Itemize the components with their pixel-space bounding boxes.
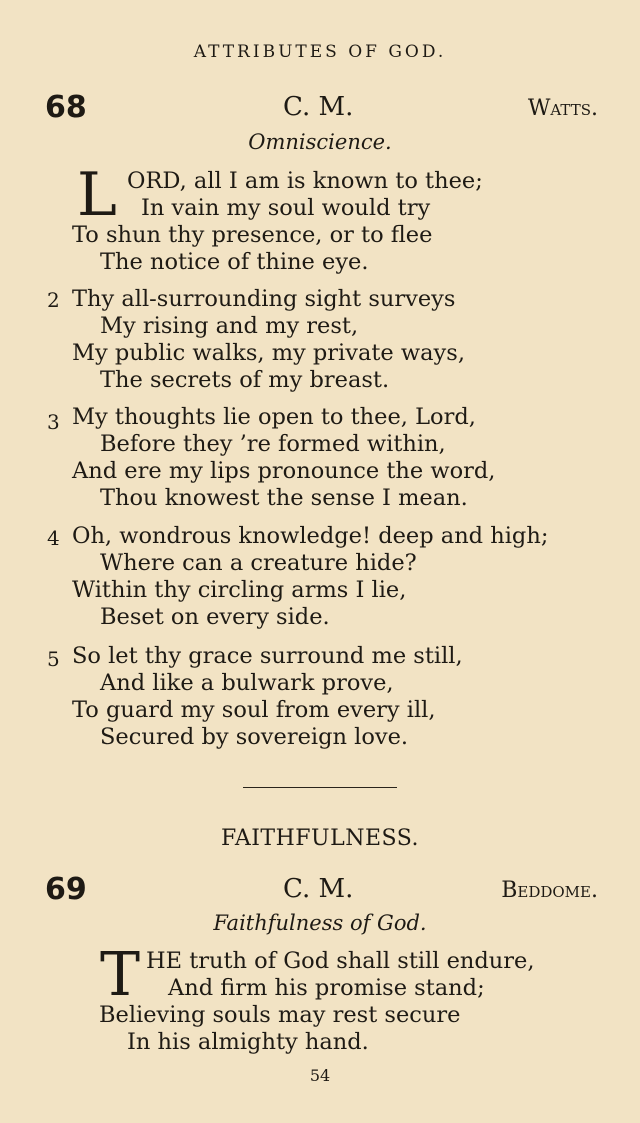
hymn-subtitle: Faithfulness of God.: [213, 911, 427, 935]
verse-line: HE truth of God shall still endure,: [146, 948, 535, 974]
page-number: 54: [309, 1066, 331, 1085]
hymn-meter: C. M.: [283, 874, 354, 904]
verse-line: Believing souls may rest secure: [99, 1002, 461, 1028]
stanza-number: 2: [47, 288, 60, 312]
verse-line: My rising and my rest,: [100, 313, 359, 339]
hymn-number: 69: [45, 872, 87, 907]
verse-line: To guard my soul from every ill,: [72, 697, 436, 723]
verse-line: Where can a creature hide?: [100, 550, 417, 576]
verse-line: And ere my lips pronounce the word,: [72, 458, 496, 484]
verse-line: Before they ’re formed within,: [100, 431, 446, 457]
hymn-author: Beddome.: [501, 878, 598, 903]
section-title: FAITHFULNESS.: [221, 826, 419, 851]
hymn-subtitle: Omniscience.: [248, 130, 392, 154]
verse-line: Beset on every side.: [100, 604, 330, 630]
stanza-number: 4: [47, 526, 60, 550]
verse-line: So let thy grace surround me still,: [72, 643, 463, 669]
hymn-meter: C. M.: [283, 92, 354, 122]
section-divider: [243, 787, 397, 788]
verse-line: To shun thy presence, or to flee: [72, 222, 433, 248]
verse-line: My thoughts lie open to thee, Lord,: [72, 404, 476, 430]
verse-line: ORD, all I am is known to thee;: [127, 168, 483, 194]
drop-cap: L: [77, 160, 117, 230]
verse-line: Oh, wondrous knowledge! deep and high;: [72, 523, 549, 549]
verse-line: My public walks, my private ways,: [72, 340, 465, 366]
drop-cap: T: [100, 940, 141, 1010]
verse-line: The secrets of my breast.: [100, 367, 390, 393]
hymn-author: Watts.: [527, 96, 598, 121]
stanza-number: 3: [47, 410, 60, 434]
verse-line: Thou knowest the sense I mean.: [100, 485, 468, 511]
verse-line: And firm his promise stand;: [168, 975, 485, 1001]
verse-line: Thy all-surrounding sight surveys: [72, 286, 456, 312]
verse-line: The notice of thine eye.: [100, 249, 369, 275]
verse-line: And like a bulwark prove,: [100, 670, 394, 696]
verse-line: In vain my soul would try: [141, 195, 431, 221]
running-head: ATTRIBUTES OF GOD.: [193, 42, 447, 62]
hymn-69-header: [0, 872, 640, 912]
verse-line: Within thy circling arms I lie,: [72, 577, 407, 603]
hymn-number: 68: [45, 90, 87, 125]
verse-line: In his almighty hand.: [127, 1029, 369, 1055]
stanza-number: 5: [47, 647, 60, 671]
verse-line: Secured by sovereign love.: [100, 724, 409, 750]
hymn-68-header: [0, 90, 640, 130]
